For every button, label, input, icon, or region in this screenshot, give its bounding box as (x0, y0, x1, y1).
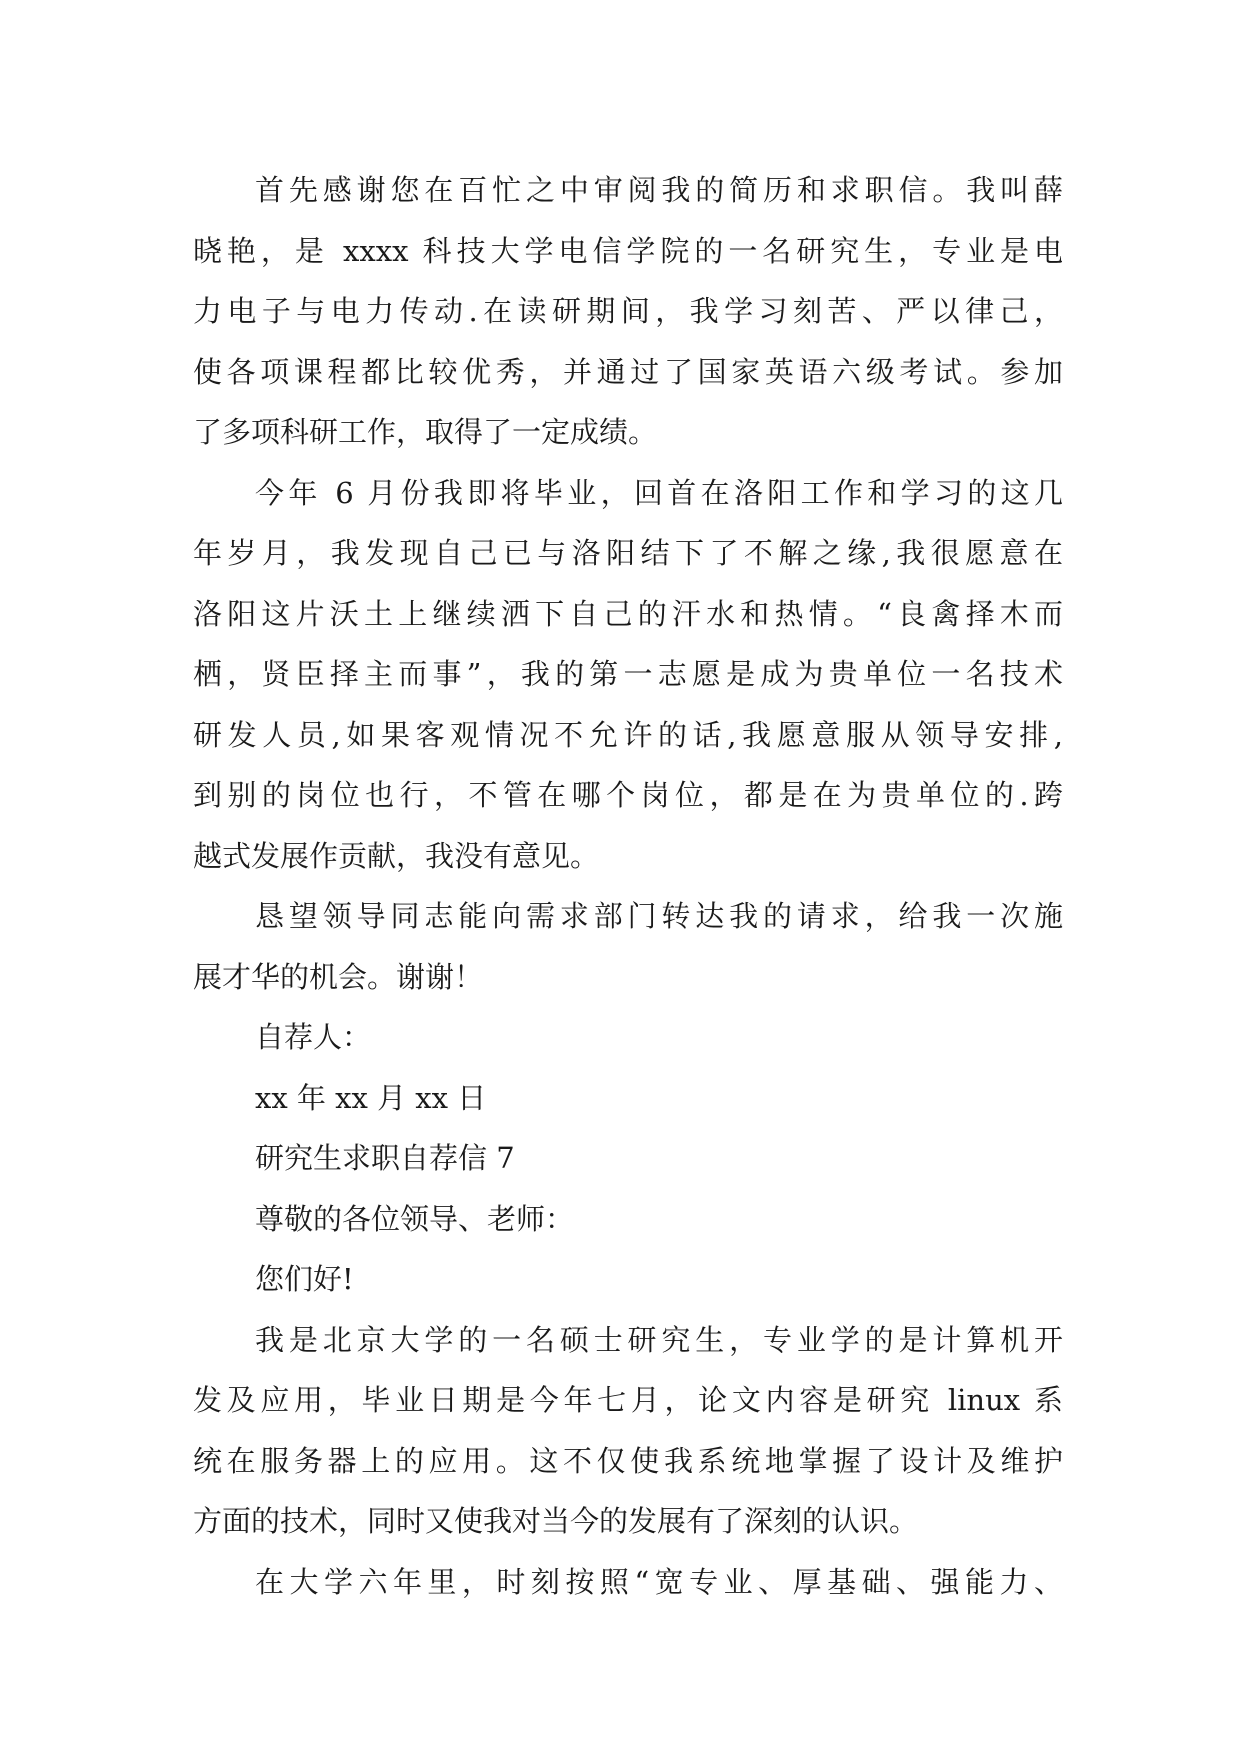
text-line: 自荐人： (255, 1020, 372, 1054)
letter-body (193, 160, 1063, 1612)
text-line: 了多项科研工作，取得了一定成绩。 (193, 415, 658, 449)
text-line: xx 年 xx 月 xx 日 (255, 1080, 487, 1115)
text-line: 越式发展作贡献，我没有意见。 (193, 838, 600, 873)
text-line: 栖，贤臣择主而事”，我的第一志愿是成为贵单位一名技术 (193, 657, 1063, 691)
text-line: 力电子与电力传动.在读研期间，我学习刻苦、严以律己， (193, 294, 1063, 328)
text-line: 您们好! (255, 1262, 354, 1296)
text-line: 发及应用，毕业日期是今年七月，论文内容是研究 linux 系 (193, 1383, 1063, 1417)
text-line: 首先感谢您在百忙之中审阅我的简历和求职信。我叫薛 (255, 173, 1063, 207)
text-line: 年岁月，我发现自己已与洛阳结下了不解之缘,我很愿意在 (193, 536, 1063, 570)
text-line: 使各项课程都比较优秀，并通过了国家英语六级考试。参加 (193, 354, 1063, 389)
text-line: 研发人员,如果客观情况不允许的话,我愿意服从领导安排, (193, 717, 1063, 752)
text-line: 方面的技术，同时又使我对当今的发展有了深刻的认识。 (193, 1504, 919, 1538)
text-line: 今年 6 月份我即将毕业，回首在洛阳工作和学习的这几 (255, 475, 1063, 510)
text-line: 在大学六年里，时刻按照“宽专业、厚基础、强能力、 (255, 1564, 1063, 1599)
text-line: 统在服务器上的应用。这不仅使我系统地掌握了设计及维护 (193, 1443, 1063, 1478)
text-line: 我是北京大学的一名硕士研究生，专业学的是计算机开 (255, 1322, 1063, 1357)
text-line: 研究生求职自荐信 7 (255, 1141, 515, 1175)
text-line: 恳望领导同志能向需求部门转达我的请求，给我一次施 (255, 899, 1063, 933)
text-line: 尊敬的各位领导、老师： (255, 1201, 575, 1236)
text-line: 洛阳这片沃土上继续洒下自己的汗水和热情。“良禽择木而 (193, 596, 1063, 631)
text-line: 到别的岗位也行，不管在哪个岗位，都是在为贵单位的.跨 (193, 778, 1063, 812)
text-line: 展才华的机会。谢谢！ (193, 959, 484, 994)
text-line: 晓艳，是 xxxx 科技大学电信学院的一名研究生，专业是电 (193, 233, 1063, 268)
